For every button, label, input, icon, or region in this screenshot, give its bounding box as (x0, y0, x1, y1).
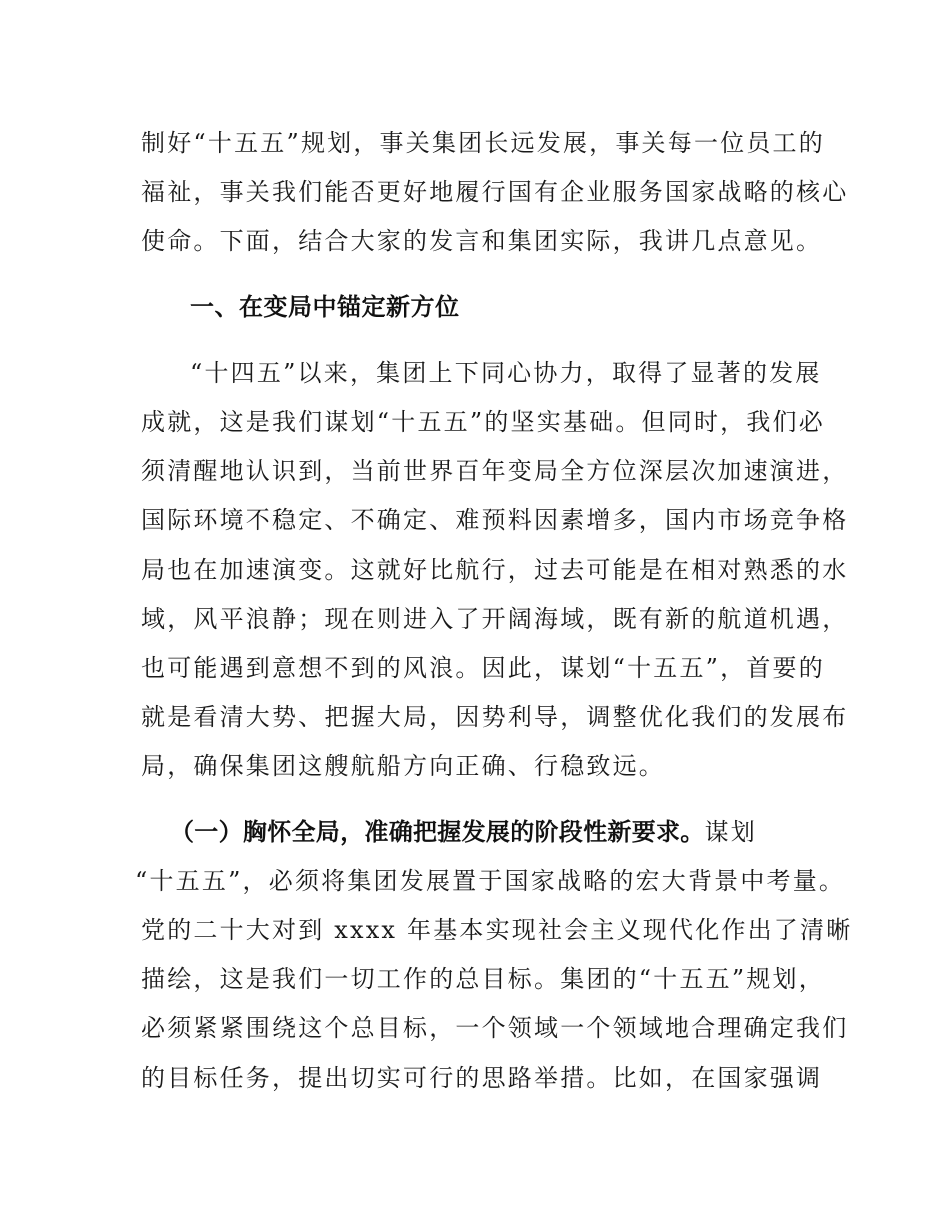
paragraph-line: 成就，这是我们谋划“十五五”的坚实基础。但同时，我们必 (141, 408, 825, 436)
paragraph-line: “十五五”，必须将集团发展置于国家战略的宏大背景中考量。 (135, 867, 846, 895)
section-heading: 一、在变局中锚定新方位 (190, 293, 460, 321)
subsection-first-line (170, 817, 757, 847)
paragraph-line: 局，确保集团这艘航船方向正确、行稳致远。 (141, 752, 665, 780)
paragraph-line: 须清醒地认识到，当前世界百年变局全方位深层次加速演进， (141, 457, 849, 485)
paragraph-line: 局也在加速演变。这就好比航行，过去可能是在相对熟悉的水 (141, 556, 849, 584)
paragraph-line: 必须紧紧围绕这个总目标，一个领域一个领域地合理确定我们 (141, 1014, 849, 1042)
paragraph-line: 描绘，这是我们一切工作的总目标。集团的“十五五”规划， (141, 965, 825, 993)
paragraph-line: 制好“十五五”规划，事关集团长远发展，事关每一位员工的 (141, 129, 825, 157)
paragraph-line: 域，风平浪静；现在则进入了开阔海域，既有新的航道机遇， (141, 605, 849, 633)
paragraph-line: 也可能遇到意想不到的风浪。因此，谋划“十五五”，首要的 (141, 654, 825, 682)
paragraph-line: 就是看清大势、把握大局，因势利导，调整优化我们的发展布 (141, 703, 849, 731)
subsection-title: （一）胸怀全局，准确把握发展的阶段性新要求。 (170, 818, 705, 846)
paragraph-line: 党的二十大对到 xxxx 年基本实现社会主义现代化作出了清晰 (141, 916, 853, 944)
paragraph-line: 国际环境不稳定、不确定、难预料因素增多，国内市场竞争格 (141, 506, 849, 534)
paragraph-line: “十四五”以来，集团上下同心协力，取得了显著的发展 (190, 359, 822, 387)
paragraph-line: 使命。下面，结合大家的发言和集团实际，我讲几点意见。 (141, 227, 823, 255)
paragraph-line: 的目标任务，提出切实可行的思路举措。比如，在国家强调 (141, 1064, 823, 1092)
paragraph-line: 福祉，事关我们能否更好地履行国有企业服务国家战略的核心 (141, 178, 849, 206)
subsection-text: 谋划 (704, 818, 758, 846)
